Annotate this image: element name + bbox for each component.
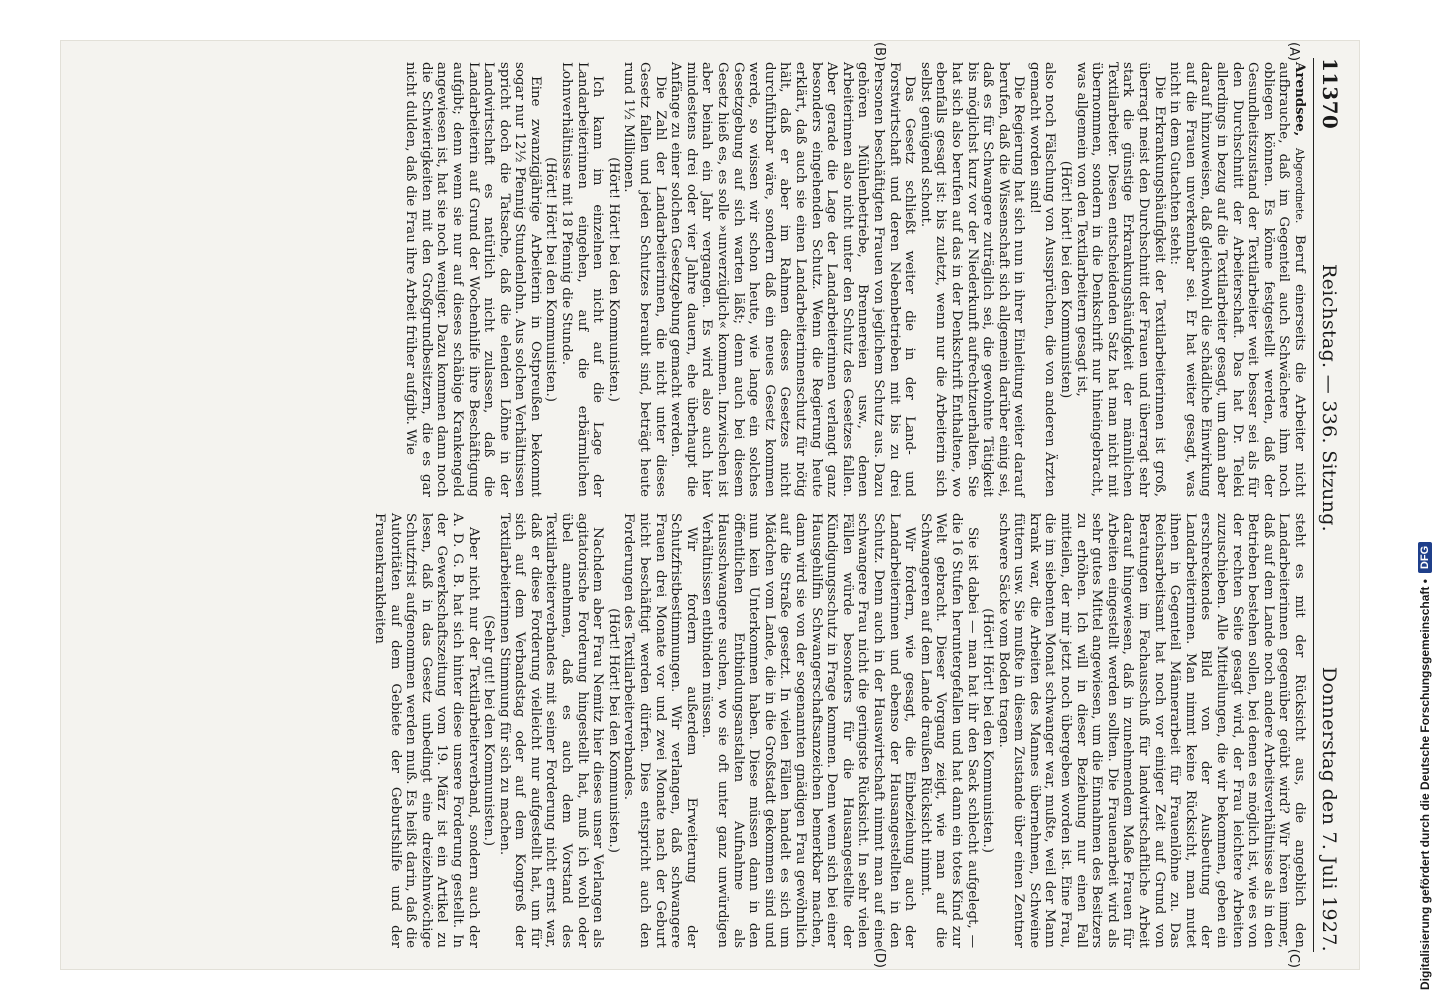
right-column	[97, 513, 1307, 968]
digitization-credit	[1412, 0, 1434, 1000]
paragraph: Nachdem aber Frau Nemitz hier dieses unser Verlangen als agitatorische Forderung hingestellt hat, muß ich wohl oder übel annehmen, daß es auch dem Vorstand des Textilarbeiterverbandes mit seiner Forderung nicht ernst war, daß er diese Forderung vielleicht nur aufgestellt hat, um für sich auf dem Verbandstag oder auf dem Kongreß der Textilarbeiterinnen Stimmung für sich zu machen.	[496, 513, 606, 948]
interjection: (Hört! Hört! bei den Kommunisten.)	[605, 608, 621, 853]
margin-marker-c: (C)	[1286, 948, 1301, 968]
paragraph: Beruf einerseits die Arbeiter nicht aufbrauche, daß im Gegenteil auch Schwächere ihm noch obliegen können. Es könne festgestellt werden, daß der Gesundheitszustand der Textilarbeiter weit besser sei als für den Durchschnitt der Arbeiterschaft. Das hat Dr. Teleki allerdings in bezug auf die Textilarbeiter gesagt, um dann aber darauf hinzuweisen, daß gleichwohl die schädliche Einwirkung auf die Frauen unverkennbar sei. Er hat weiter gesagt, was nicht in dem Gutachten steht:	[1167, 62, 1307, 498]
header-date: Donnerstag den 7. Juli 1927.	[1318, 666, 1340, 952]
interjection: (Sehr gut! bei den Kommunisten.)	[481, 614, 497, 847]
left-column	[97, 42, 1308, 498]
interjection: (Hört! Hört! bei den Kommunisten.)	[980, 608, 996, 853]
margin-marker-a: (A)	[1286, 42, 1301, 62]
digitization-credit-inner	[1414, 0, 1436, 1000]
interjection: (Hört! Hört! bei den Kommunisten.)	[605, 157, 621, 402]
margin-marker-d: (D)	[872, 947, 887, 968]
paragraph: also noch Fälschung von Aussprüchen, die von anderen Ärzten gemacht worden sind!	[1026, 62, 1058, 497]
speaker-paragraph	[1167, 62, 1307, 497]
text-columns	[97, 42, 1308, 968]
paragraph: Sie ist dabei — man hat ihr den Sack schlecht aufgelegt, — die 16 Stufen heruntergefallen und hat dann ein totes Kind zur Welt gebracht. Dieser Vorgang zeigt, wie man auf die Schwangeren auf dem Lande draußen Rücksicht nimmt.	[917, 513, 980, 948]
paragraph: Die Zahl der Landarbeiterinnen, die nicht unter dieses Gesetz fallen und jeden Schutzes beraubt sind, beträgt heute rund 1½ Millionen.	[621, 62, 668, 497]
paragraph: Das Gesetz schließt weiter die in der Land- und Forstwirtschaft und deren Nebenbetrieben mit bis zu drei Personen beschäftigten Frauen von jeglichem Schutz aus. Dazu gehören Mühlenbetriebe, Brennereien usw., denen Arbeiterinnen also nicht unter den Schutz des Gesetzes fallen. Aber gerade die Lage der Landarbeiterinnen verlangt ganz besonders eingehenden Schutz. Wenn die Regierung heute erklärt, daß auch sie einen Landarbeiterinnenschutz für nötig hält, daß er aber im Rahmen dieses Gesetzes nicht durchführbar wäre, sondern daß ein neues Gesetz kommen werde, so wissen wir schon heute, wie lange ein solches Gesetzgebung auf sich warten läßt; denn auch bei diesem Gesetz hieß es, es solle »unverzüglich« kommen. Inzwischen ist aber beinah ein Jahr vergangen. Es wird also auch hier mindestens drei oder vier Jahre dauern, ehe überhaupt die Anfänge zu einer solchen Gesetzgebung gemacht werden.	[668, 62, 918, 497]
scanned-page	[60, 40, 1360, 970]
paragraph: Eine zwanzigjährige Arbeiterin in Ostpreußen bekommt sogar nur 12½ Pfennig Stundenlohn. Aus solchen Verhältnissen spricht doch die Tatsache, daß die elenden Löhne in der Landwirtschaft es natürlich nicht zulassen, daß die Landarbeiterin auf Grund der Wochenhilfe ihre Beschäftigung aufgibt; denn wenn sie nur auf dieses schäbige Krankengeld angewiesen ist, hat sie noch weniger. Dazu kommen dann noch die Schwierigkeiten mit den Großgrundbesitzern, die es gar nicht dulden, daß die Frau ihre Arbeit früher aufgibt. Wie	[403, 62, 543, 497]
header-session: Reichstag. — 336. Sitzung.	[1318, 263, 1340, 533]
credit-text: Digitalisierung gefördert durch die Deutsche Forschungsgemeinschaft •	[1418, 579, 1432, 990]
quote-paragraph: Die Erkrankungshäufigkeit der Textilarbeiterinnen ist groß, überragt meist den Durchschnitt der Frauen und überragt sehr stark die günstige Erkrankungshäufigkeit der männlichen Textilarbeiter. Diesen entscheidenden Satz hat man nicht mit übernommen, sondern in die Denkschrift nur hineingebracht, was allgemein von den Textilarbeitern gesagt ist,	[1073, 62, 1167, 497]
interjection: (Hört! Hört! bei den Kommunisten.)	[543, 157, 559, 402]
paragraph: Aber nicht nur der Textilarbeiterverband, sondern auch der A. D. G. B. hat sich hinter diese unsere Forderung gestellt. In der Gewerkschaftszeitung vom 19. März ist ein Artikel zu lesen, daß in das Gesetz unbedingt eine dreizehnwöchige Schutzfrist aufgenommen werden muß. Es heißt darin, daß die Autoritäten auf dem Gebiete der Geburtshilfe und der Frauenkrankheiten	[371, 513, 481, 948]
speaker-role: Abgeordnete.	[1293, 147, 1306, 224]
margin-marker-b: (B)	[872, 42, 887, 62]
dfg-logo: DFG	[1418, 542, 1432, 573]
paragraph: steht es mit der Rücksicht aus, die angeblich den Landarbeiterinnen gegenüber geübt wird? Wir hören immer, daß auf dem Lande noch andere Arbeitsverhältnisse als in den Betrieben bestehen sollen, bei denen es möglich ist, wie es von der rechten Seite gesagt wird, der Frau leichtere Arbeiten zuzuschieben. Alle Mitteilungen, die wir bekommen, geben ein erschreckendes Bild von der Ausbeutung der Landarbeiterinnen. Man nimmt keine Rücksicht, man mutet ihnen in Gegenteil Männerarbeit für Frauenlöhne zu. Das Reichsarbeitsamt hat noch vor einiger Zeit auf Grund von Beratungen im Fachausschuß für landwirtschaftliche Arbeit darauf hingewiesen, daß in zunehmendem Maße Frauen für Arbeiten eingestellt werden sollten. Die Frauenarbeit wird als sehr gutes Mittel angewiesen, um die Einnahmen des Besitzers zu erhöhen. Ich will in dieser Beziehung nur einen Fall mitteilen, der mir jetzt noch übergeben worden ist. Eine Frau, die im siebenten Monat schwanger war, mußte, weil der Mann krank war, die Arbeiten des Mannes übernehmen, Schweine füttern usw. Sie mußte in diesem Zustande über einen Zentner schwere Säcke vom Boden tragen.	[995, 513, 1307, 948]
paragraph: Ich kann im einzelnen nicht auf die Lage der Landarbeiterinnen eingehen, auf die erbärmlichen Lohnverhältnisse mit 18 Pfennig die Stunde.	[559, 62, 606, 497]
paragraph: Wir fordern außerdem Erweiterung der Schutzfristbestimmungen. Wir verlangen, daß schwangere Frauen drei Monate vor und zwei Monate nach der Geburt nicht beschäftigt werden dürfen. Dies entspricht auch den Forderungen des Textilarbeiterverbandes.	[621, 513, 699, 948]
page-number: 11370	[1318, 58, 1342, 130]
speaker-name: Arendsee,	[1292, 62, 1308, 137]
paragraph: Wir fordern, wie gesagt, die Einbeziehung auch der Landarbeiterinnen und ebenso der Hausangestellten in den Schutz. Denn auch in der Hauswirtschaft nimmt man auf eine schwangere Frau nicht die geringste Rücksicht. In sehr vielen Fällen würde besonders für die Hausangestellte der Kündigungsschutz in Frage kommen. Denn wenn sich bei einer Hausgehilfin Schwangerschaftsanzeichen bemerkbar machen, dann wird sie von der sogenannten gnädigen Frau gewöhnlich auf die Straße gesetzt. In vielen Fällen handelt es sich um Mädchen vom Lande, die in die Großstadt gekommen sind und nun kein Unterkommen haben. Diese müssen dann in den öffentlichen Entbindungsanstalten Aufnahme als Hausschwangere suchen, wo sie oft unter ganz unwürdigen Verhältnissen entbinden müssen.	[699, 513, 918, 948]
interjection: (Hört! hört! bei den Kommunisten)	[1058, 160, 1074, 399]
paragraph: Die Regierung hat sich nun in ihrer Einleitung weiter darauf berufen, daß die Wissenschaft sich allgemein darüber einig sei, daß es für Schwangere zuträglich sei, die gewohnte Tätigkeit bis möglichst kurz vor der Niederkunft aufrechtzuerhalten. Sie hat sich also berufen auf das in der Denkschrift Enthaltene, wo ebenfalls gesagt ist: bis zuletzt, wenn nur die Arbeiterin sich selbst genügend schont.	[917, 62, 1027, 497]
rotated-page-content	[60, 40, 1360, 970]
page-header	[1313, 58, 1342, 952]
